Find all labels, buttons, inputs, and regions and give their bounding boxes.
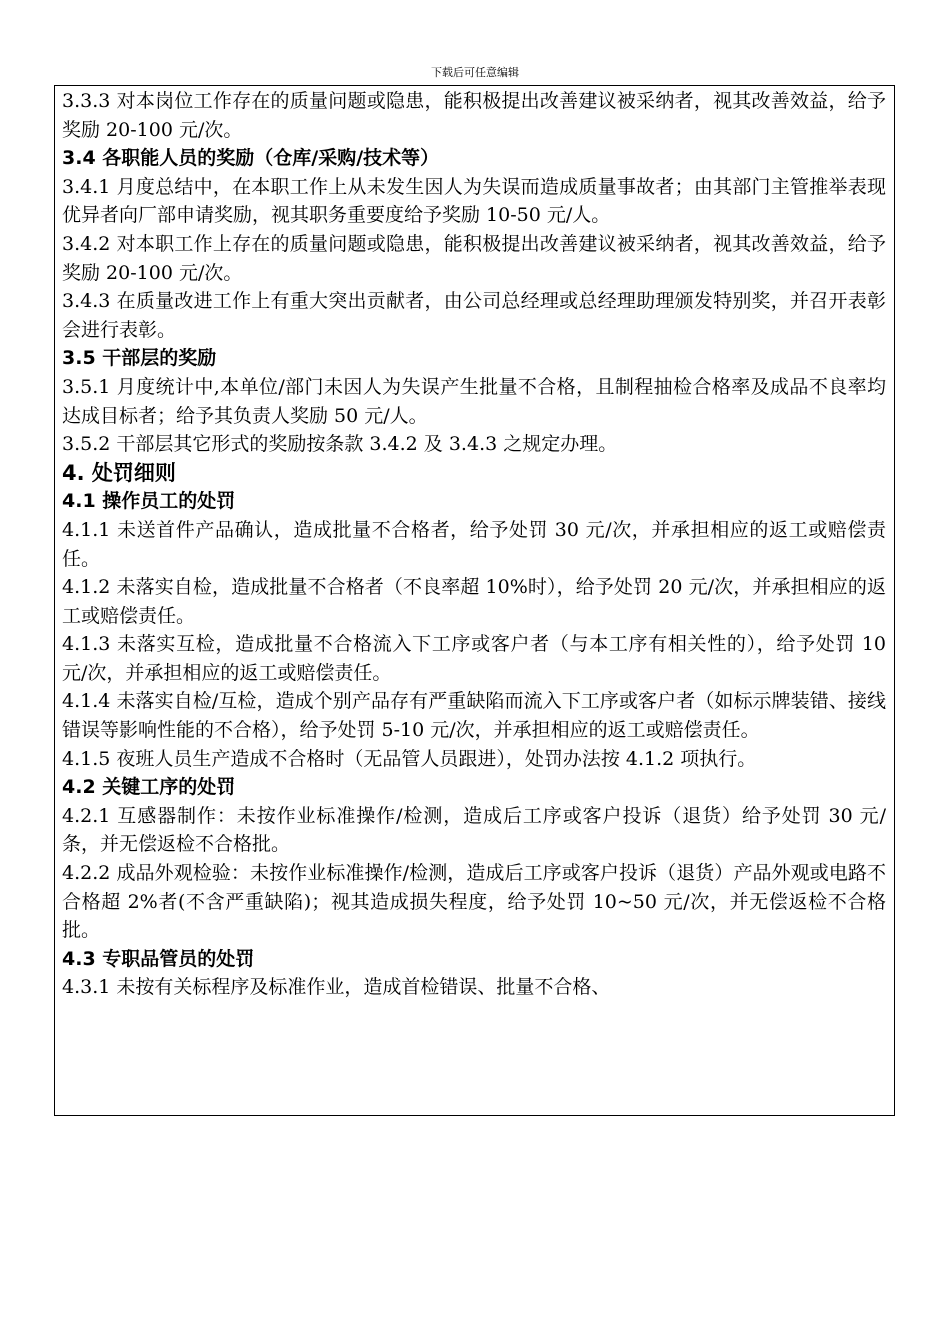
paragraph-4-3-1: 4.3.1 未按有关标程序及标准作业，造成首检错误、批量不合格、 xyxy=(62,976,611,999)
paragraph-4-2-2: 4.2.2 成品外观检验：未按作业标准操作/检测，造成后工序或客户投诉（退货）产品外观或电路不合格超 2%者(不含严重缺陷)；视其造成损失程度，给予处罚 10~50 元/次，并无偿返检不合格批。 xyxy=(62,862,886,942)
paragraph-4-1-5: 4.1.5 夜班人员生产造成不合格时（无品管人员跟进），处罚办法按 4.1.2 项执行。 xyxy=(62,747,757,770)
paragraph-4-1-1: 4.1.1 未送首件产品确认，造成批量不合格者，给予处罚 30 元/次，并承担相应的返工或赔偿责任。 xyxy=(62,518,886,570)
paragraph-4-2-1: 4.2.1 互感器制作：未按作业标准操作/检测，造成后工序或客户投诉（退货）给予处罚 30 元/条，并无偿返检不合格批。 xyxy=(62,804,886,856)
heading-4-2: 4.2 关键工序的处罚 xyxy=(62,776,236,799)
heading-4-1: 4.1 操作员工的处罚 xyxy=(62,490,236,513)
paragraph-4-1-3: 4.1.3 未落实互检，造成批量不合格流入下工序或客户者（与本工序有相关性的），给予处罚 10 元/次，并承担相应的返工或赔偿责任。 xyxy=(62,633,886,684)
paragraph-3-3-3: 3.3.3 对本岗位工作存在的质量问题或隐患，能积极提出改善建议被采纳者，视其改善效益，给予奖励 20-100 元/次。 xyxy=(62,90,886,141)
heading-3-4: 3.4 各职能人员的奖励（仓库/采购/技术等） xyxy=(62,147,440,170)
paragraph-4-1-2: 4.1.2 未落实自检，造成批量不合格者（不良率超 10%时），给予处罚 20 元/次，并承担相应的返工或赔偿责任。 xyxy=(62,576,886,627)
page-header: 下载后可任意编辑 xyxy=(431,66,519,79)
document-body xyxy=(62,87,886,1002)
paragraph-3-5-1: 3.5.1 月度统计中,本单位/部门未因人为失误产生批量不合格，且制程抽检合格率及成品不良率均达成目标者；给予其负责人奖励 50 元/人。 xyxy=(62,375,886,427)
paragraph-3-4-2: 3.4.2 对本职工作上存在的质量问题或隐患，能积极提出改善建议被采纳者，视其改善效益，给予奖励 20-100 元/次。 xyxy=(62,232,886,284)
paragraph-4-1-4: 4.1.4 未落实自检/互检，造成个别产品存有严重缺陷而流入下工序或客户者（如标示牌装错、接线错误等影响性能的不合格），给予处罚 5-10 元/次，并承担相应的返工或赔偿责任。 xyxy=(62,690,886,742)
heading-4: 4. 处罚细则 xyxy=(62,460,176,485)
heading-3-5: 3.5 干部层的奖励 xyxy=(62,347,217,370)
heading-4-3: 4.3 专职品管员的处罚 xyxy=(62,947,255,970)
paragraph-3-5-2: 3.5.2 干部层其它形式的奖励按条款 3.4.2 及 3.4.3 之规定办理。 xyxy=(62,433,618,456)
paragraph-3-4-1: 3.4.1 月度总结中，在本职工作上从未发生因人为失误而造成质量事故者；由其部门主管推举表现优异者向厂部申请奖励，视其职务重要度给予奖励 10-50 元/人。 xyxy=(62,175,886,227)
paragraph-3-4-3: 3.4.3 在质量改进工作上有重大突出贡献者，由公司总经理或总经理助理颁发特别奖，并召开表彰会进行表彰。 xyxy=(62,290,886,341)
